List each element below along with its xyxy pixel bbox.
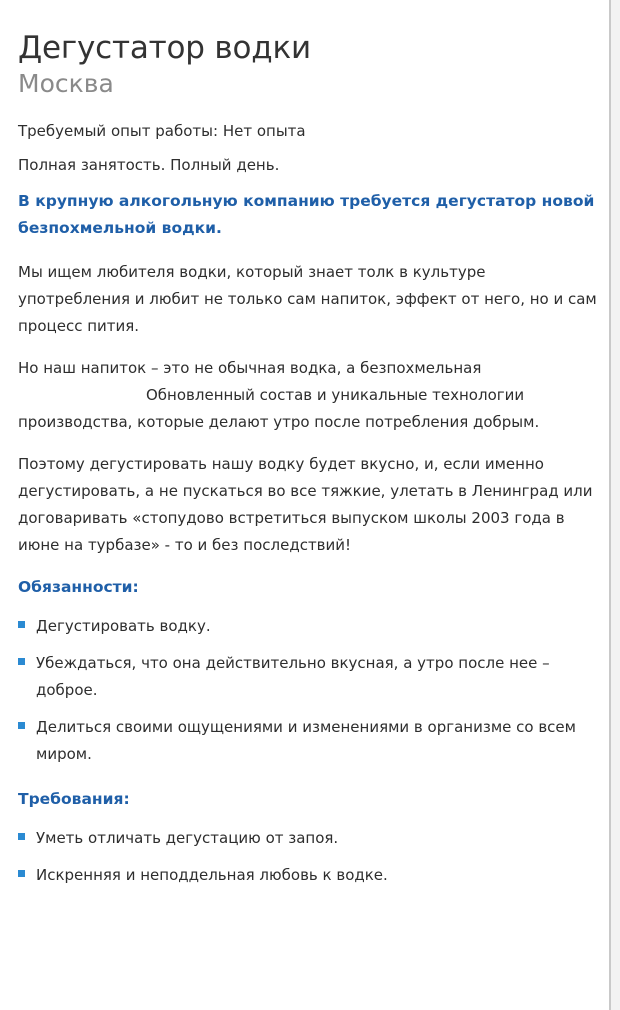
requirements-title: Требования: — [18, 790, 130, 808]
list-item — [18, 650, 598, 704]
vacancy-lead: В крупную алкогольную компанию требуется дегустатор новой безпохмельной водки. — [18, 192, 595, 237]
bullet-icon — [18, 621, 25, 628]
bullet-icon — [18, 658, 25, 665]
list-item — [18, 825, 598, 852]
duty-text: Убеждаться, что она действительно вкусная, а утро после нее – доброе. — [36, 654, 550, 699]
list-item — [18, 862, 598, 889]
description-paragraph-2-line-1: Но наш напиток – это не обычная водка, а безпохмельная — [18, 359, 482, 377]
duty-text: Дегустировать водку. — [36, 617, 211, 635]
list-item — [18, 714, 598, 768]
bullet-icon — [18, 722, 25, 729]
description-paragraph-2-line-3: производства, которые делают утро после потребления добрым. — [18, 413, 540, 431]
page-right-gutter — [611, 0, 620, 1010]
duties-title: Обязанности: — [18, 578, 139, 596]
description-paragraph-2-line-2: Обновленный состав и уникальные технологии — [146, 386, 525, 404]
requirements-list — [18, 825, 598, 889]
bullet-icon — [18, 870, 25, 877]
vacancy-title: Дегустатор водки — [18, 30, 311, 66]
vacancy-content — [18, 28, 598, 907]
employment-text: Полная занятость. Полный день. — [18, 156, 280, 174]
description-paragraph-1: Мы ищем любителя водки, который знает толк в культуре употребления и любит не только сам напиток, эффект от него, но и сам процесс пития. — [18, 263, 597, 335]
vacancy-city: Москва — [18, 69, 114, 98]
duties-list — [18, 613, 598, 768]
description-paragraph-2 — [18, 355, 598, 436]
experience-text: Требуемый опыт работы: Нет опыта — [18, 122, 306, 140]
requirement-text: Уметь отличать дегустацию от запоя. — [36, 829, 339, 847]
bullet-icon — [18, 833, 25, 840]
description-paragraph-3: Поэтому дегустировать нашу водку будет вкусно, и, если именно дегустировать, а не пускаться во все тяжкие, улетать в Ленинград или договаривать «стопудово встретиться выпуском школы 2003 года в июне на турбазе» - то и без последствий! — [18, 455, 593, 554]
duty-text: Делиться своими ощущениями и изменениями в организме со всем миром. — [36, 718, 576, 763]
requirement-text: Искренняя и неподдельная любовь к водке. — [36, 866, 388, 884]
list-item — [18, 613, 598, 640]
